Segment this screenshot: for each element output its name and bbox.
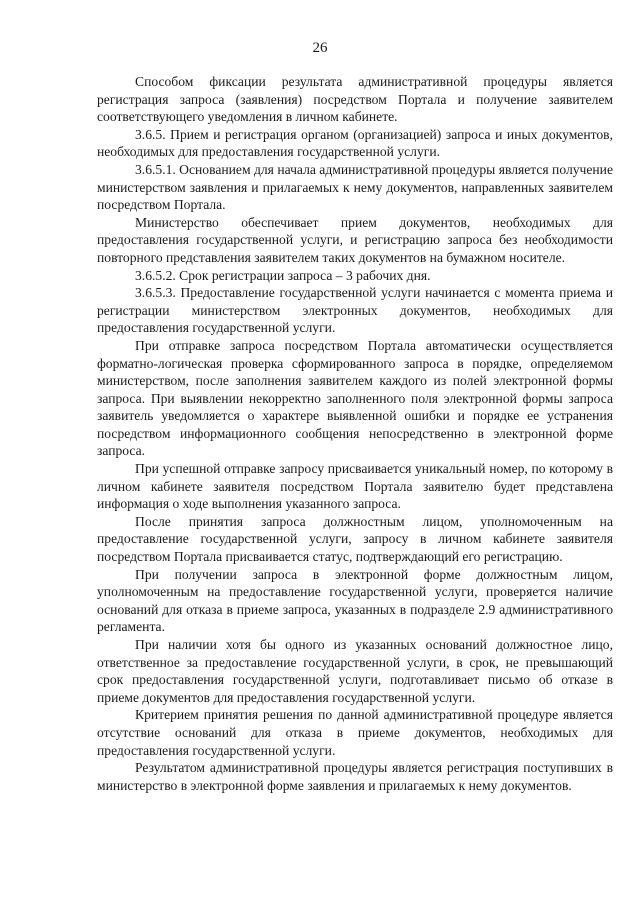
paragraph-3-6-5-1: 3.6.5.1. Основанием для начала административной процедуры является получение министерством заявления и прилагаемых к нему документов, направленных заявителем посредством Портала. (97, 161, 613, 213)
page-number: 26 (312, 40, 328, 56)
paragraph-unique-number: При успешной отправке запросу присваивается уникальный номер, по которому в личном кабинете заявителя посредством Портала заявителю будет представлена информация о ходе выполнения указанного запроса. (97, 461, 613, 512)
paragraph-fixation-method: Способом фиксации результата административной процедуры является регистрация запроса (заявления) посредством Портала и получение заявителем соответствующего уведомления в личном кабинете. (97, 74, 613, 125)
paragraph-3-6-5-2: 3.6.5.2. Срок регистрации запроса – 3 рабочих дня. (135, 267, 431, 283)
paragraph-grounds-check: При получении запроса в электронной форме должностным лицом, уполномоченным на предоставление государственной услуги, проверяется наличие оснований для отказа в приеме запроса, указанных в подразделе 2.9 административного регламента. (97, 566, 613, 635)
paragraph-format-check: При отправке запроса посредством Портала автоматически осуществляется форматно-логическая проверка сформированного запроса в порядке, определяемом министерством, после заполнения заявителем каждого из полей электронной формы запроса. При выявлении некорректно заполненного поля электронной формы запроса заявитель уведомляется о характере выявленной ошибки и порядке ее устранения посредством информационного сообщения непосредственно в электронной форме запроса. (97, 337, 613, 459)
paragraph-result: Результатом административной процедуры является регистрация поступивших в министерство в электронной форме заявления и прилагаемых к нему документов. (97, 760, 613, 793)
body-text (97, 73, 613, 794)
paragraph-3-6-5-3: 3.6.5.3. Предоставление государственной услуги начинается с момента приема и регистрации министерством электронных документов, необходимых для предоставления государственной услуги. (97, 285, 613, 336)
paragraph-3-6-5: 3.6.5. Прием и регистрация органом (организацией) запроса и иных документов, необходимых для предоставления государственной услуги. (97, 126, 613, 160)
paragraph-status-assignment: После принятия запроса должностным лицом, уполномоченным на предоставление государственной услуги, запросу в личном кабинете заявителя посредством Портала присваивается статус, подтверждающий его регистрацию. (97, 513, 613, 565)
paragraph-refusal-letter: При наличии хотя бы одного из указанных оснований должностное лицо, ответственное за предоставление государственной услуги, в срок, не превышающий срок предоставления государственной услуги, подготавливает письмо об отказе в приеме документов для предоставления государственной услуги. (97, 637, 613, 705)
paragraph-ministry-provides: Министерство обеспечивает прием документов, необходимых для предоставления государственной услуги, и регистрацию запроса без необходимости повторного представления заявителем таких документов на бумажном носителе. (97, 214, 613, 265)
paragraph-decision-criterion: Критерием принятия решения по данной административной процедуре является отсутствие оснований для отказа в приеме документов, необходимых для предоставления государственной услуги. (97, 707, 613, 758)
